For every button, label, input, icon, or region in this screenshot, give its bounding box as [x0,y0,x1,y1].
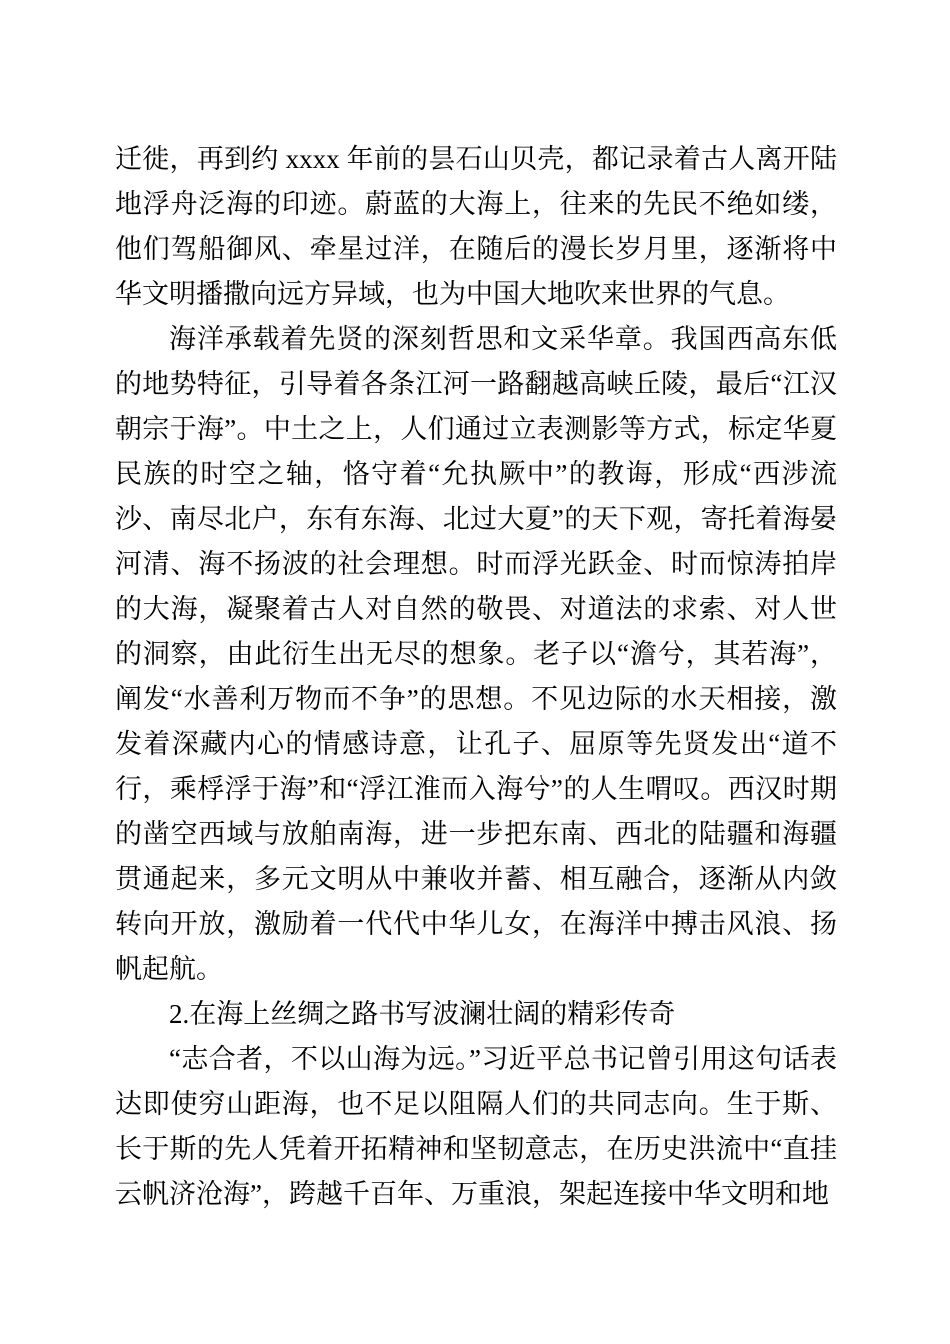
paragraph: 迁徙，再到约 xxxx 年前的昙石山贝壳，都记录着古人离开陆地浮舟泛海的印迹。蔚蓝的大海上，往来的先民不绝如缕，他们驾船御风、牵星过洋，在随后的漫长岁月里，逐渐将中华文明播撒向远方异域，也为中国大地吹来世界的气息。 [115,144,837,309]
paragraph: “志合者，不以山海为远。”习近平总书记曾引用这句话表达即使穷山距海，也不足以阻隔人们的共同志向。生于斯、长于斯的先人凭着开拓精神和坚韧意志，在历史洪流中“直挂云帆济沧海”，跨越千百年、万重浪，架起连接中华文明和地 [115,1044,837,1209]
document-body [115,137,837,1217]
section-heading: 2.在海上丝绸之路书写波澜壮阔的精彩传奇 [169,999,676,1029]
paragraph: 海洋承载着先贤的深刻哲思和文采华章。我国西高东低的地势特征，引导着各条江河一路翻越高峡丘陵，最后“江汉朝宗于海”。中土之上，人们通过立表测影等方式，标定华夏民族的时空之轴，恪守着“允执厥中”的教诲，形成“西涉流沙、南尽北户，东有东海、北过大夏”的天下观，寄托着海晏河清、海不扬波的社会理想。时而浮光跃金、时而惊涛拍岸的大海，凝聚着古人对自然的敬畏、对道法的求索、对人世的洞察，由此衍生出无尽的想象。老子以“澹兮，其若海”，阐发“水善利万物而不争”的思想。不见边际的水天相接，激发着深藏内心的情感诗意，让孔子、屈原等先贤发出“道不行，乘桴浮于海”和“浮江淮而入海兮”的人生喟叹。西汉时期的凿空西域与放舶南海，进一步把东南、西北的陆疆和海疆贯通起来，多元文明从中兼收并蓄、相互融合，逐渐从内敛转向开放，激励着一代代中华儿女，在海洋中搏击风浪、扬帆起航。 [115,324,837,984]
